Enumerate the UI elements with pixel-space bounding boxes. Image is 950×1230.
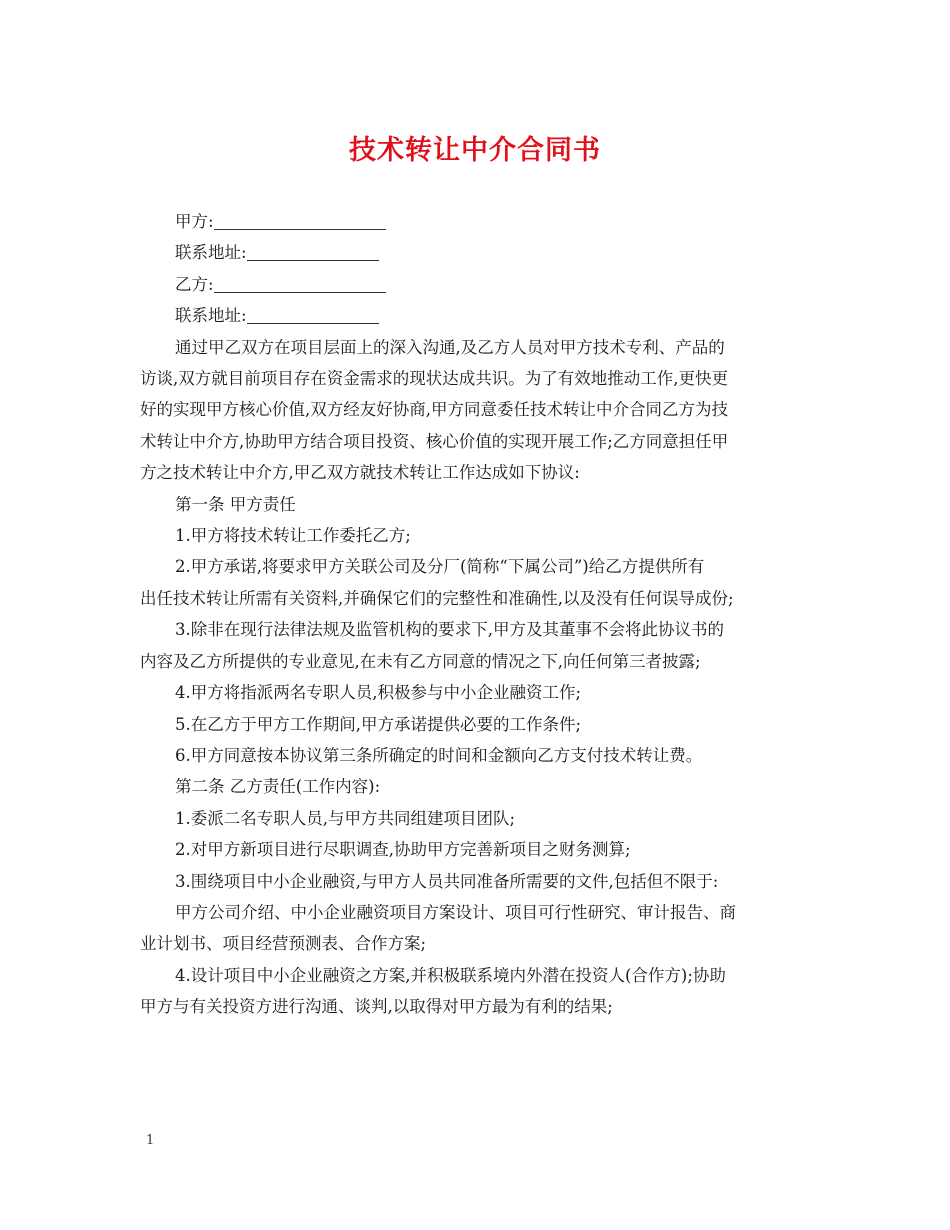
article-1-item-continuation: 内容及乙方所提供的专业意见,在未有乙方同意的情况之下,向任何第三者披露; <box>140 651 701 671</box>
preamble-line: 访谈,双方就目前项目存在资金需求的现状达成共识。为了有效地推动工作,更快更 <box>140 369 728 389</box>
article-2-item: 2.对甲方新项目进行尽职调查,协助甲方完善新项目之财务测算; <box>175 840 631 860</box>
article-2-item-continuation: 业计划书、项目经营预测表、合作方案; <box>140 934 427 954</box>
party-a-blank <box>214 209 386 230</box>
article-2-item-continuation: 甲方与有关投资方进行沟通、谈判,以取得对甲方最为有利的结果; <box>140 997 613 1017</box>
party-b-address-blank <box>247 303 379 324</box>
article-1-item: 2.甲方承诺,将要求甲方关联公司及分厂(简称“下属公司”)给乙方提供所有 <box>175 557 705 577</box>
preamble-line: 方之技术转让中介方,甲乙双方就技术转让工作达成如下协议: <box>140 463 580 483</box>
party-a-address-blank <box>247 240 379 261</box>
article-1-item: 4.甲方将指派两名专职人员,积极参与中小企业融资工作; <box>175 683 582 703</box>
party-b-label: 乙方: <box>175 274 214 294</box>
article-2-item: 3.围绕项目中小企业融资,与甲方人员共同准备所需要的文件,包括但不限于: <box>175 871 719 891</box>
page-number: 1 <box>146 1133 155 1148</box>
article-1-item-continuation: 出任技术转让所需有关资料,并确保它们的完整性和准确性,以及没有任何误导成份; <box>140 588 734 608</box>
party-b-blank <box>214 272 386 293</box>
party-a-field <box>140 206 816 237</box>
preamble-line: 术转让中介方,协助甲方结合项目投资、核心价值的实现开展工作;乙方同意担任甲 <box>140 431 729 451</box>
article-2-item: 4.设计项目中小企业融资之方案,并积极联系境内外潜在投资人(合作方);协助 <box>175 965 726 985</box>
article-1-heading: 第一条 甲方责任 <box>175 494 296 514</box>
party-a-label: 甲方: <box>175 212 214 231</box>
article-1-item: 6.甲方同意按本协议第三条所确定的时间和金额向乙方支付技术转让费。 <box>175 745 703 765</box>
document-title: 技术转让中介合同书 <box>349 135 601 166</box>
preamble-line: 通过甲乙双方在项目层面上的深入沟通,及乙方人员对甲方技术专利、产品的 <box>175 337 725 357</box>
document-body <box>140 206 816 1023</box>
article-1-item: 1.甲方将技术转让工作委托乙方; <box>175 526 411 546</box>
party-b-address-field <box>140 300 816 331</box>
article-2-item-detail: 甲方公司介绍、中小企业融资项目方案设计、项目可行性研究、审计报告、商 <box>175 902 736 922</box>
party-a-address-field <box>140 237 816 268</box>
party-b-address-label: 联系地址: <box>175 306 247 326</box>
preamble-line: 好的实现甲方核心价值,双方经友好协商,甲方同意委任技术转让中介合同乙方为技 <box>140 400 728 420</box>
party-b-field <box>140 269 816 300</box>
article-2-heading: 第二条 乙方责任(工作内容): <box>175 777 381 797</box>
party-a-address-label: 联系地址: <box>175 243 247 263</box>
article-1-item: 3.除非在现行法律法规及监管机构的要求下,甲方及其董事不会将此协议书的 <box>175 620 724 640</box>
article-2-item: 1.委派二名专职人员,与甲方共同组建项目团队; <box>175 808 516 828</box>
article-1-item: 5.在乙方于甲方工作期间,甲方承诺提供必要的工作条件; <box>175 714 582 734</box>
